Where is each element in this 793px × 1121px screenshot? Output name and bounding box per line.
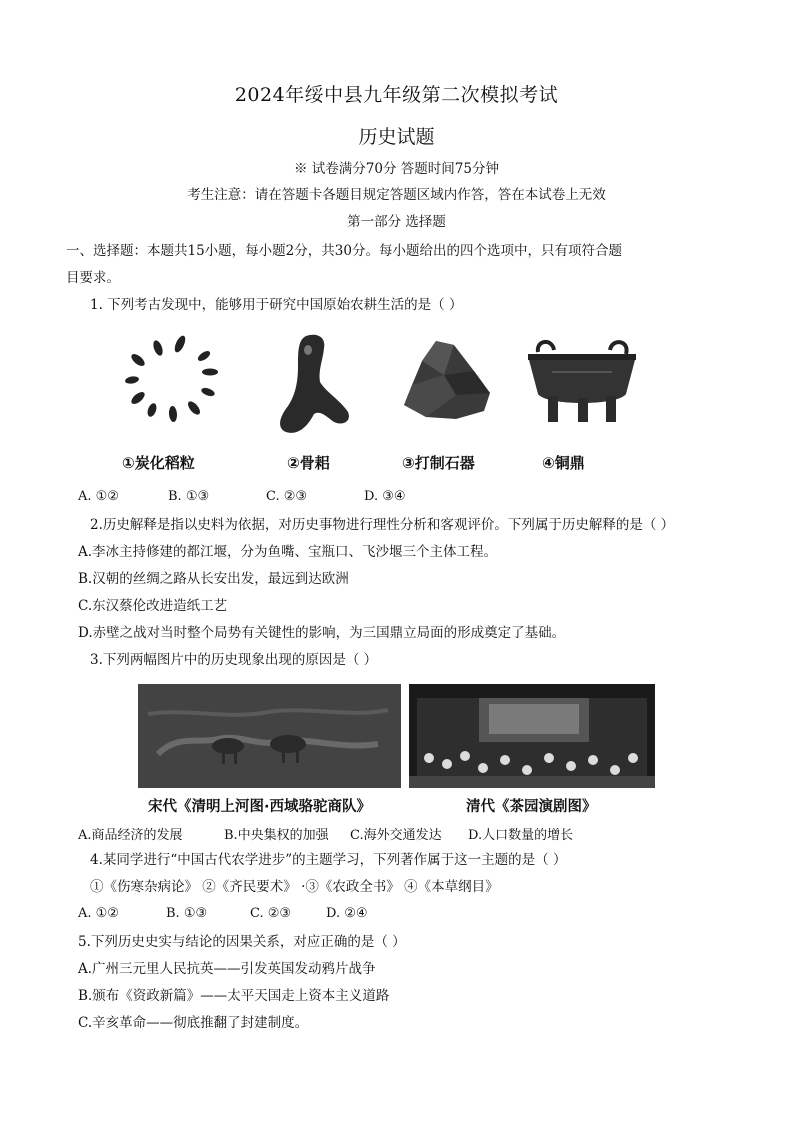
q1-option-d[interactable]: D. ③④ [364, 489, 406, 504]
section-instructions-line2: 目要求。 [66, 270, 120, 286]
q3-option-c[interactable]: C.海外交通发达 [350, 828, 442, 843]
q3-caption-1: 宋代《清明上河图·西域骆驼商队》 [148, 799, 372, 815]
bronze-ding-image [522, 336, 642, 446]
q1-stem: 1. 下列考古发现中，能够用于研究中国原始农耕生活的是（ ） [90, 297, 463, 313]
q1-caption-4: ④铜鼎 [542, 454, 585, 472]
q4-stem: 4.某同学进行“中国古代农学进步”的主题学习，下列著作属于这一主题的是（ ） [90, 852, 567, 868]
q3-option-a[interactable]: A.商品经济的发展 [78, 828, 183, 843]
q5-stem: 5.下列历史史实与结论的因果关系，对应正确的是（ ） [78, 934, 406, 950]
q3-stem: 3.下列两幅图片中的历史现象出现的原因是（ ） [90, 652, 378, 668]
q2-option-d[interactable]: D.赤壁之战对当时整个局势有关键性的影响，为三国鼎立局面的形成奠定了基础。 [78, 625, 566, 641]
q2-option-c[interactable]: C.东汉蔡伦改进造纸工艺 [78, 598, 228, 614]
q2-stem: 2.历史解释是指以史料为依据，对历史事物进行理性分析和客观评价。下列属于历史解释的是（ ） [90, 517, 675, 533]
q5-option-a[interactable]: A.广州三元里人民抗英——引发英国发动鸦片战争 [78, 961, 376, 977]
part-heading: 第一部分 选择题 [347, 214, 446, 230]
section-instructions-line1: 一、选择题：本题共15小题，每小题2分，共30分。每小题给出的四个选项中，只有项符合题 [66, 243, 622, 259]
page-title: 2024年绥中县九年级第二次模拟考试 [234, 84, 559, 106]
camel-caravan-painting [138, 684, 401, 788]
q4-option-c[interactable]: C. ②③ [250, 906, 292, 921]
q4-book-list: ①《伤寒杂病论》 ②《齐民要术》 ·③《农政全书》 ④《本草纲目》 [90, 879, 499, 895]
q1-caption-1: ①炭化稻粒 [122, 454, 195, 472]
score-note: ※ 试卷满分70分 答题时间75分钟 [294, 161, 499, 177]
exam-notice: 考生注意：请在答题卡各题目规定答题区域内作答，答在本试卷上无效 [187, 187, 606, 203]
teahouse-opera-painting [409, 684, 655, 788]
q4-option-a[interactable]: A. ①② [78, 906, 119, 921]
q1-option-a[interactable]: A. ①② [78, 489, 119, 504]
bone-spade-image [268, 330, 358, 440]
q1-option-c[interactable]: C. ②③ [266, 489, 308, 504]
q2-option-a[interactable]: A.李冰主持修建的都江堰，分为鱼嘴、宝瓶口、飞沙堰三个主体工程。 [78, 544, 498, 560]
q1-caption-2: ②骨耜 [287, 454, 330, 472]
stone-tool-image [396, 335, 496, 425]
q1-option-b[interactable]: B. ①③ [168, 489, 210, 504]
subject-title: 历史试题 [358, 126, 435, 148]
q3-option-d[interactable]: D.人口数量的增长 [468, 828, 574, 843]
q1-caption-3: ③打制石器 [402, 454, 475, 472]
q4-option-d[interactable]: D. ②④ [326, 906, 368, 921]
q3-option-b[interactable]: B.中央集权的加强 [224, 828, 329, 843]
q5-option-b[interactable]: B.颁布《资政新篇》——太平天国走上资本主义道路 [78, 988, 390, 1004]
q2-option-b[interactable]: B.汉朝的丝绸之路从长安出发，最远到达欧洲 [78, 571, 349, 587]
q3-caption-2: 清代《茶园演剧图》 [466, 799, 597, 815]
q4-option-b[interactable]: B. ①③ [166, 906, 208, 921]
rice-grains-image [118, 330, 228, 430]
q5-option-c[interactable]: C.辛亥革命——彻底推翻了封建制度。 [78, 1015, 309, 1031]
